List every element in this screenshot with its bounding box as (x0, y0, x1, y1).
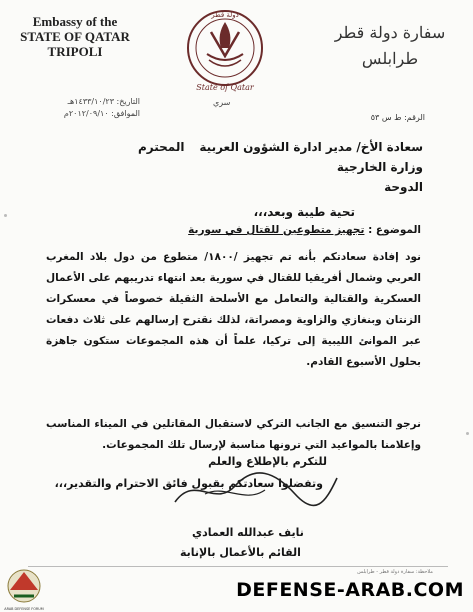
reference-number: الرقم: ط س ٥٣ (370, 113, 425, 122)
embassy-arabic-line-2: طرابلس (361, 49, 419, 68)
signatory-name: نايف عبدالله العمادي (192, 526, 304, 539)
closing-line-1: للتكرم بالإطلاع والعلم (208, 455, 327, 468)
embassy-name-english (0, 14, 150, 59)
forum-logo-text: ARAB DEFENSE FORUM (4, 607, 44, 611)
subject-text: تجهيز متطوعين للقتال في سورية (188, 224, 365, 236)
embassy-line-3: TRIPOLI (47, 44, 103, 59)
forum-logo-icon (2, 566, 46, 612)
seal-text-arabic: دولة قطر (211, 11, 239, 19)
footer-address: ملاحظة: سفارة دولة قطر - طرابلس (357, 569, 433, 575)
embassy-line-1: Embassy of the (32, 14, 118, 29)
letter-dates (60, 96, 140, 120)
punch-hole-mark (466, 432, 469, 435)
addressee-line-1: سعادة الأخ/ مدير ادارة الشؤون العربية (199, 140, 423, 154)
addressee-line-2: وزارة الخارجية (336, 160, 423, 174)
classification-label: سري (213, 98, 231, 107)
body-paragraph-1: نود إفادة سعادتكم بأنه تم تجهيز /١٨٠٠/ متطوع من دول بلاد المغرب العربي وشمال أفريقيا للقتال في سورية بعد انتهاء تدريبهم على الأعمال العسكرية والقتالية والتعامل مع الأسلحة الثقيلة خصوصاً في معسكرات الزنتان وبنغازي والزاوية ومصراتة، لذلك نقترح إرسالهم على ثلاث دفعات عبر الموانئ الليبية إلى تركيا، علماً أن هذه المجموعات ستكون جاهزة بحلول الأسبوع القادم. (46, 250, 421, 368)
punch-hole-mark (4, 214, 7, 217)
footer-divider (28, 566, 448, 567)
date-hijri: التاريخ: ١٤٣٣/١٠/٢٣هـ (67, 97, 140, 106)
addressee-line-3: الدوحة (384, 180, 423, 194)
body-paragraph-2: نرجو التنسيق مع الجانب التركي لاستقبال المقاتلين في الميناء المناسب وإعلامنا بالمواعيد التي ترونها مناسبة لإرسال تلك المجموعات. (46, 417, 421, 451)
embassy-line-2: STATE OF QATAR (20, 29, 130, 44)
signatory-title: القائم بالأعمال بالإنابة (180, 546, 301, 559)
subject-line (188, 224, 421, 236)
qatar-emblem-icon (185, 8, 265, 92)
embassy-arabic-line-1: سفارة دولة قطر (334, 23, 446, 42)
date-gregorian: الموافق: ٢٠١٢/٠٩/١٠م (63, 109, 140, 118)
closing-line-2: وتفضلوا سعادتكم بقبول فائق الاحترام والتقدير،،، (54, 477, 323, 490)
handwritten-signature-icon (165, 464, 345, 514)
addressee-honorific: المحترم (138, 140, 185, 154)
greeting: تحية طيبة وبعد،،، (253, 205, 355, 219)
seal-text-english: State of Qatar (196, 83, 254, 92)
watermark-text: DEFENSE-ARAB.COM (236, 579, 464, 601)
subject-label: الموضوع : (368, 224, 421, 236)
embassy-name-arabic (315, 20, 465, 72)
